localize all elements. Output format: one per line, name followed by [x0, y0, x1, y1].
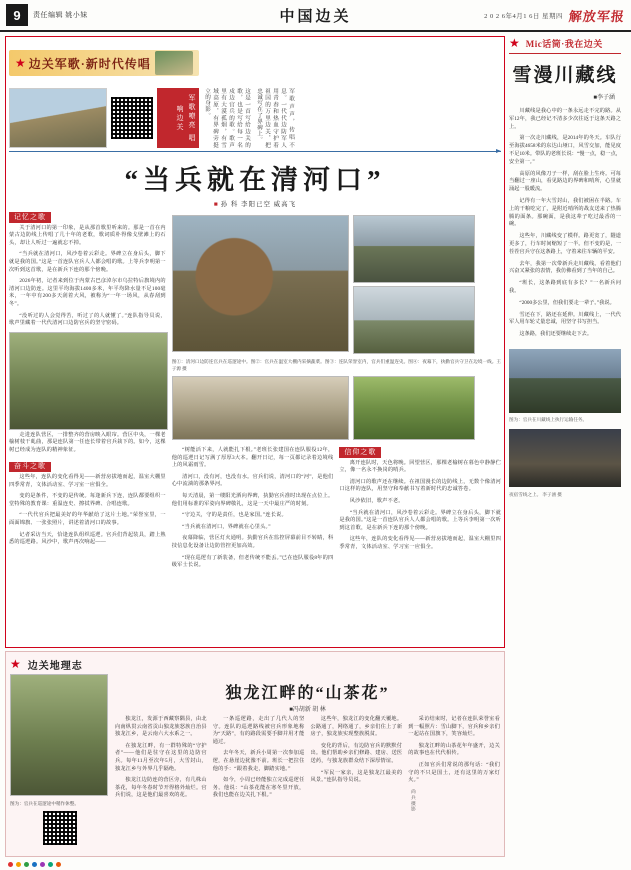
paragraph: 关于清河口的第一印象，是从那首歌里听来的。那是一首在内蒙古边防线上传唱了几十年的老歌，歌词质朴得像戈壁滩上的石头，却让人听过一遍就忘不掉。 — [9, 224, 166, 246]
paragraph: 独龙江畔的山茶花年年盛开，边关的故事也在代代相传。 — [408, 742, 500, 757]
sidebar-photo-1 — [509, 349, 621, 413]
column-banner — [9, 40, 501, 86]
paragraph: 风沙依旧，歌声不老。 — [349, 497, 404, 504]
article-column-2 — [172, 447, 334, 574]
paragraph: 如今，小周已经能独立完成巡逻任务。他说：“山茶花能在寒冬里开放，我们也能在边关扎下根。” — [212, 777, 305, 799]
sidebar-photo-caption-2: 夜宿雪线之上。 李子涵 摄 — [509, 491, 562, 497]
geo-column-1 — [115, 716, 207, 812]
byline-authors: 孙 科 李阳已空 威高飞 — [220, 201, 297, 208]
photo-camel — [172, 215, 349, 352]
paragraph: 离开连队时，天色将晚。回望营区，那棵老榆树在暮色中静静伫立，像一名永不换岗的哨兵。 — [339, 459, 501, 474]
masthead-right — [484, 6, 625, 25]
hero-vertical-text-2: 军歌声声，传唱不息。一代代边防军人用青春和热血守护着祖国的万里边关，把忠诚写在了界碑上。 — [256, 88, 294, 148]
paragraph: 每天清晨，第一缕阳光洒向界碑，执勤官兵准时出现在点位上。他们用标准的军姿向界碑敬礼，这是一天中最庄严的时刻。 — [171, 492, 334, 507]
sidebar-banner-label: Mic话筒·我在边关 — [525, 39, 603, 49]
registration-dot — [48, 862, 53, 867]
paragraph: “现在巡逻有了新装备，但老传统不能丢。”已在连队服役8年的四级军士长说。 — [171, 554, 334, 569]
sidebar-column — [509, 36, 621, 862]
section-tag-memory: 记忆之歌 — [9, 212, 51, 223]
registration-dot — [32, 862, 37, 867]
geo-photo-caption-1: 图为：官兵在巡逻途中稍作休整。 — [10, 801, 79, 806]
paragraph: 独龙江边防连的营区旁，有几株山茶花，每年冬春时节开得格外灿烂。官兵们说，这是他们最喜欢的花。 — [115, 777, 207, 799]
qr-code-icon[interactable] — [43, 811, 77, 845]
paragraph: “当兵就在清河口，风沙卷着云彩走。界碑立在身后头，脚下就是我的国。”这是一首连队官兵人人都会唱的歌。上等兵李明第一次听到这首歌，是在新兵下连的那个傍晚。 — [9, 251, 166, 273]
paragraph: 去年，我第一次带新兵走川藏线。看着他们兴奋又紧张的表情，我仿佛看到了当年的自己。 — [509, 260, 621, 275]
main-column — [5, 36, 505, 862]
divider — [9, 151, 501, 152]
paragraph: 第一次走川藏线，是2014年的冬天。车队行至海拔4658米的东达山垭口，风雪交加，能见度不足10米。带队的老班长说：“慢一点，稳一点，安全第一。” — [509, 135, 621, 165]
registration-dot — [40, 862, 45, 867]
registration-dot — [16, 862, 21, 867]
geo-photo-column — [10, 674, 110, 845]
photo-pair — [172, 376, 349, 440]
column-banner-label — [9, 50, 199, 76]
photo-tent — [353, 286, 475, 354]
hero-vertical-text-1: 这是一首写给边关的歌，也是写给每一名戍边官兵的歌。歌声里有大漠孤烟，有雪域高原，有界碑旁挺立的身影。 — [204, 88, 250, 148]
registration-dot — [56, 862, 61, 867]
star-icon: ★ — [15, 55, 26, 70]
paragraph: 川藏线是我心中的一条永远走不完的路。从军12年，我已经记不清多少次往返于这条天路之上。 — [509, 108, 621, 130]
photo-grid-2 — [172, 376, 501, 440]
masthead-editor: 责任编辑 姚小妹 — [33, 11, 88, 19]
geo-column-4 — [408, 716, 500, 812]
page-content — [0, 32, 631, 862]
geo-banner — [10, 656, 500, 672]
paragraph: 这些年，独龙江的变化翻天覆地。公路通了，网络通了，乡亲们住上了新房子，独龙族实现整族脱贫。 — [310, 716, 403, 738]
paragraph: 这些年，川藏线变了模样。路更宽了，隧道更多了，行车时间缩短了一半。但不变的是，一茬茬官兵守在这条路上，守着来往车辆的平安。 — [509, 233, 621, 255]
page-title: 中国边关 — [279, 8, 352, 25]
paragraph: 清河口的歌声还在继续。在祖国漫长的边防线上，无数个像清河口这样的连队，用坚守和奉献书写着新时代的忠诚答卷。 — [339, 478, 501, 493]
photo-caption: 图①：清河口边防连官兵在巡逻途中。图②：官兵在温室大棚内采摘蔬菜。图③：连队荣誉室内，官兵们重温连史。图④：夜幕下，执勤官兵守卫在边境一线。王子源 摄 — [171, 359, 501, 371]
registration-dot — [8, 862, 13, 867]
paragraph: “树能活下来，人就能扎下根。”老班长张建国在连队服役12年，他的巡逻日记写满了厚厚3大本。翻开日记，每一页都记录着边境线上的风霜雨雪。 — [171, 447, 334, 469]
paragraph: 变化的背后，有边防官兵的默默付出。他们帮助乡亲们修路、建房、送医送药，与独龙族群众结下深厚情谊。 — [310, 742, 403, 764]
qr-code-icon[interactable] — [111, 97, 153, 139]
hero-photo-1 — [9, 88, 107, 148]
article-column-2-wrap — [172, 212, 501, 574]
paragraph: 记者采访当天，恰逢连队组织巡逻。官兵们背起装具，踏上熟悉的巡逻路。风沙中，歌声再次响起—— — [9, 531, 166, 546]
paragraph: 去年冬天，新兵小周第一次参加巡逻，在悬崖边犹豫不前。班长一把拉住他的手：“跟着我走，脚踏实地。” — [212, 750, 305, 772]
geo-column-3 — [311, 716, 403, 812]
paragraph: “当兵就在清河口，界碑就在心里头。” — [182, 523, 271, 530]
sidebar-article-title: 雪漫川藏线 — [512, 65, 618, 86]
paragraph: 雪还在下，路还在延伸。川藏线上，一代代军人用车轮丈量忠诚，用坚守书写担当。 — [509, 311, 621, 326]
geo-photo-credit: 尚兵摄影 — [409, 788, 415, 812]
paragraph: “军民一家亲，这是独龙江最美的风景。”连队指导员说。 — [310, 769, 403, 784]
newspaper-logo: 解放军报 — [568, 8, 626, 24]
paragraph: 2026年初，记者来到位于内蒙古巴彦淖尔市乌拉特后旗境内的清河口边防连。这里平均海拔1400多米，年平均降水量不足100毫米，一年中有200多天刮着大风，被称为“一年一场风，从春刮到冬”。 — [9, 278, 166, 307]
feature-article-block — [5, 36, 505, 648]
paragraph: 高原的风像刀子一样，刮在脸上生疼。可每当翻过一座山，看见路边的界碑和哨所，心里就涌起一股暖流。 — [509, 170, 621, 193]
publication-date: 2 0 2 6年4月1 6日 星期四 — [484, 12, 563, 20]
paragraph: 这些年，连队的变化看得见——新营房拔地而起，温室大棚里四季常青，文体活动室、学习室一应俱全。 — [9, 474, 166, 488]
hero-strip — [9, 88, 501, 148]
paragraph: 夜幕降临，营区灯火通明。执勤官兵在监控屏幕前目不转睛，科技信息化设备让边防管控更加高效。 — [171, 535, 334, 549]
paragraph: 记得有一年大雪封山，我们被困在半路。车上的干粮吃完了，是附近哨所的战友送来了热腾腾的面条。那碗面，是我这辈子吃过最香的一碗。 — [509, 197, 621, 228]
article-photo-side — [9, 332, 168, 430]
paragraph: “没听过的人会觉得苦，听过了的人就懂了。”连队指导员说，歌声里藏着一代代清河口边防官兵的坚守密码。 — [9, 312, 166, 327]
article-headline: “当兵就在清河口” — [124, 165, 386, 195]
paragraph: “当兵就在清河口，风沙卷着云彩走。界碑立在身后头，脚下就是我的国。”这是一首连队官兵人人都会唱的歌。上等兵李明第一次听到这首歌，是在新兵下连的那个傍晚。 — [339, 509, 501, 531]
paragraph: 走进连队营区，一排整齐的营房映入眼帘。营区中央，一棵老榆树枝干虬曲，那是连队第一任连长带着官兵栽下的。如今，这棵树已经成为连队的精神象征。 — [9, 431, 166, 453]
article-column-3 — [339, 447, 501, 574]
geo-columns — [115, 716, 500, 812]
geo-column-2 — [213, 716, 305, 812]
article-column-1 — [9, 212, 166, 574]
registration-dot — [24, 862, 29, 867]
sidebar-body — [509, 108, 621, 343]
geo-headline: 独龙江畔的“山茶花” — [225, 685, 390, 702]
photo-greenhouse — [353, 376, 475, 440]
sidebar-banner — [509, 36, 621, 54]
paragraph: “班长，这条路到底有多长？”一名新兵问我。 — [509, 280, 621, 294]
column-seal: 军歌嘹亮 唱响边关 — [157, 88, 199, 148]
star-icon: ★ — [509, 36, 520, 50]
section-tag-belief: 信仰之歌 — [339, 447, 381, 458]
sidebar-photo-2 — [509, 429, 621, 487]
geo-byline: ■冯胡新 胡 林 — [289, 707, 326, 713]
photo-grid — [172, 215, 501, 354]
paragraph: 在独龙江畔，有一群特殊的“守护者”——他们是驻守在这里的边防官兵。每年11月至次年5月，大雪封山，独龙江乡与外界几乎隔绝。 — [115, 742, 207, 772]
paragraph: 独龙江，发源于西藏察隅县，由北向南纵贯云南省贡山独龙族怒族自治县独龙江乡，是云南六大水系之一。 — [115, 716, 207, 738]
paragraph: “一代代官兵把最美好的年华献给了这片土地。”荣誉室里，一面面锦旗、一张张照片，讲述着清河口的故事。 — [9, 512, 166, 527]
color-registration-dots — [8, 862, 61, 867]
photo-soldiers — [353, 215, 475, 283]
paragraph: 变的是条件，不变的是传统。每逢新兵下连，连队都要组织一堂特殊的教育课：重温连史、擦拭界碑、合唱连歌。 — [9, 493, 166, 507]
article-columns — [9, 212, 501, 574]
paragraph: 这条路，我们还要继续走下去。 — [519, 331, 593, 338]
paragraph: 一条巡逻路，走出了几代人的坚守。连队的巡逻路线被官兵形象地称为“天路”，有的路段需要手脚并用才能通过。 — [212, 716, 305, 745]
paragraph: 正如官兵们常说的那句话：“我们守的不只是国土，还有这里的万家灯火。” — [408, 761, 500, 784]
sidebar-byline: ■李子涵 — [593, 95, 615, 101]
paragraph: 采访结束时，记者在连队荣誉室看到一幅照片：雪山脚下，官兵和乡亲们一起站在国旗下，笑容灿烂。 — [408, 716, 500, 738]
star-icon: ★ — [10, 656, 21, 671]
column-banner-title: 边关军歌·新时代传唱 — [28, 56, 151, 71]
banner-thumbnail — [155, 51, 193, 75]
byline-marker-icon: ■ — [213, 201, 219, 208]
paragraph: 这些年，连队的变化看得见——新营房拔地而起，温室大棚里四季常青，文体活动室、学习室一应俱全。 — [339, 536, 501, 550]
geo-banner-title: 边关地理志 — [27, 660, 83, 672]
paragraph: 清河口，没有河，也没有水。官兵们说，清河口的“河”，是他们心中流淌的那条界河。 — [171, 473, 334, 488]
article-byline — [9, 199, 501, 208]
sidebar-photo-caption-1: 图为：官兵在川藏线上执行运输任务。 — [509, 417, 588, 423]
paragraph: “2000多公里，但我们要走一辈子。”我说。 — [519, 299, 615, 306]
section-tag-struggle: 奋斗之歌 — [9, 462, 51, 473]
page-number: 9 — [6, 4, 28, 26]
photo-geo-patrol — [10, 674, 108, 796]
paragraph: “守边关，守的是责任，也是家国。”连长说。 — [182, 512, 287, 519]
masthead — [0, 0, 631, 32]
geography-feature — [5, 651, 505, 857]
